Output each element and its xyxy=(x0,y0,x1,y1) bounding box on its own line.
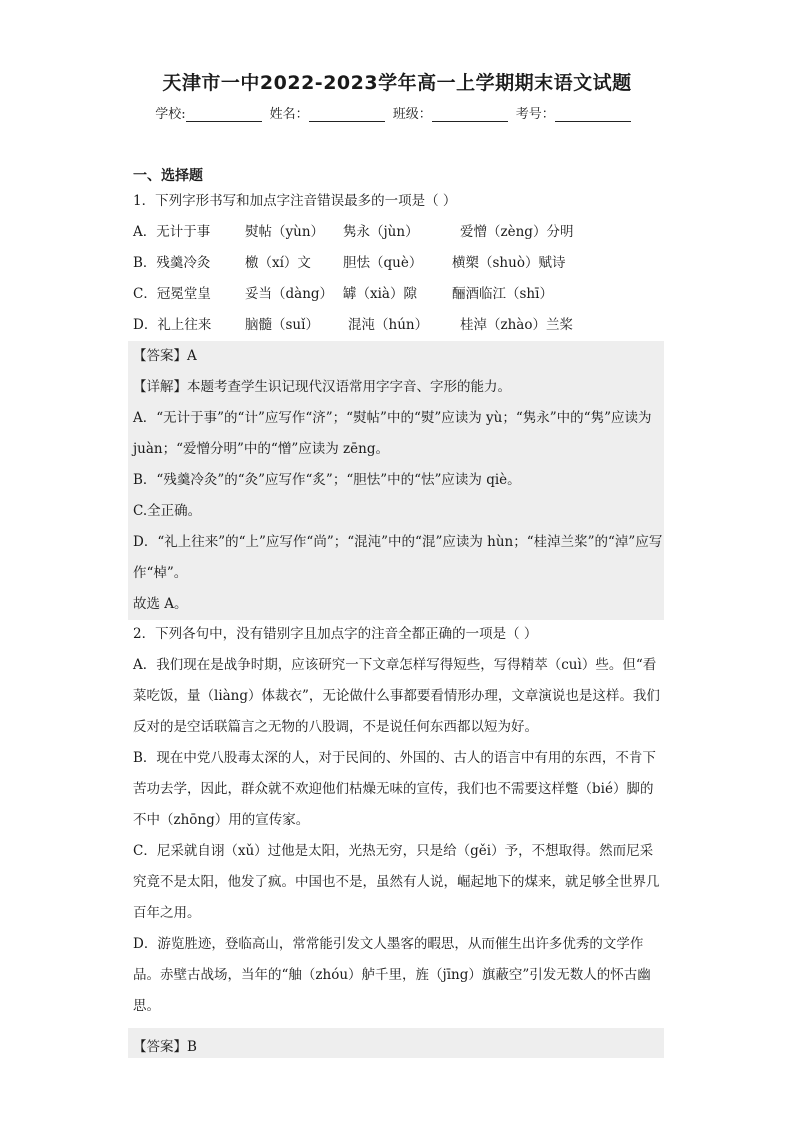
class-blank[interactable] xyxy=(432,107,508,122)
q2-option-a: A．我们现在是战争时期，应该研究一下文章怎样写得短些，写得精萃（cuì）些。但“看菜吃饭，量（liàng）体裁衣”，无论做什么事都要看情形办理，文章演说也是这样。我们反对的是空话联篇言之无物的八股调，不是说任何东西都以短为好。 xyxy=(133,657,660,735)
exam-number-label: 考号： xyxy=(515,107,555,122)
q1-answer: 【答案】A xyxy=(133,348,197,364)
q1-option-c-item: 罅（xià）隙 xyxy=(343,286,417,302)
q1-option-d: D．礼上往来 xyxy=(133,317,212,333)
name-blank[interactable] xyxy=(309,107,385,122)
school-field[interactable] xyxy=(155,103,265,122)
class-field[interactable] xyxy=(393,103,512,122)
q1-option-b: B．残羹冷灸 xyxy=(133,255,211,271)
q2-option-b: B．现在中党八股毒太深的人，对于民间的、外国的、古人的语言中有用的东西，不肯下苦功去学，因此，群众就不欢迎他们枯燥无味的宣传，我们也不需要这样蹩（bié）脚的不中（zhōng）用的宣传家。 xyxy=(133,750,656,828)
student-info-row xyxy=(0,103,794,122)
q1-option-d-item: 混沌（hún） xyxy=(348,317,429,333)
q2-answer: 【答案】B xyxy=(133,1039,197,1055)
q1-option-b-item: 檄（xí）文 xyxy=(245,255,311,271)
q1-option-b-item: 胆怯（què） xyxy=(343,255,423,271)
q1-option-c-item: 酾酒临江（shī） xyxy=(452,286,553,302)
class-label: 班级： xyxy=(392,107,432,122)
q1-explain-b: B．“残羹冷灸”的“灸”应写作“炙”；“胆怯”中的“怯”应读为 qiè。 xyxy=(133,472,521,488)
q1-option-a: A．无计于事 xyxy=(133,224,211,240)
q1-option-d-item: 桂淖（zhào）兰桨 xyxy=(460,317,573,333)
name-field[interactable] xyxy=(270,103,389,122)
school-label: 学校: xyxy=(155,107,186,122)
page-title: 天津市一中2022-2023学年高一上学期期末语文试题 xyxy=(162,72,632,94)
exam-number-field[interactable] xyxy=(516,103,635,122)
q2-answer-block xyxy=(128,1028,664,1058)
q1-stem: 1．下列字形书写和加点字注音错误最多的一项是（ ） xyxy=(133,193,457,209)
q1-option-b-item: 横槊（shuò）赋诗 xyxy=(452,255,566,271)
q1-explain-c: C.全正确。 xyxy=(133,503,202,519)
q2-option-d: D．游览胜迹，登临高山，常常能引发文人墨客的暇思，从而催生出许多优秀的文学作品。赤壁古战场，当年的“舳（zhóu）舻千里，旌（jīng）旗蔽空”引发无数人的怀古幽思。 xyxy=(133,936,651,1014)
q1-option-c: C．冠冕堂皇 xyxy=(133,286,211,302)
q1-explain-d: D．“礼上往来”的“上”应写作“尚”；“混沌”中的“混”应读为 hùn；“桂淖兰桨”的“淖”应写作“棹”。 xyxy=(133,534,663,581)
q1-explain: 【详解】本题考查学生识记现代汉语常用字字音、字形的能力。 xyxy=(133,379,511,395)
q1-option-a-item: 隽永（jùn） xyxy=(343,224,419,240)
q1-option-d-item: 脑髓（suǐ） xyxy=(245,317,319,333)
name-label: 姓名： xyxy=(269,107,309,122)
q1-explain-a: A．“无计于事”的“计”应写作“济”；“熨帖”中的“熨”应读为 yù；“隽永”中的“隽”应读为 juàn；“爱憎分明”中的“憎”应读为 zēng。 xyxy=(133,410,652,457)
q1-option-a-item: 爱憎（zèng）分明 xyxy=(460,224,574,240)
q2-option-c: C．尼采就自诩（xǔ）过他是太阳，光热无穷，只是给（gěi）予，不想取得。然而尼采究竟不是太阳，他发了疯。中国也不是，虽然有人说，崛起地下的煤来，就足够全世界几百年之用。 xyxy=(133,843,660,921)
q1-conclusion: 故选 A。 xyxy=(133,596,188,612)
q2-stem: 2．下列各句中，没有错别字且加点字的注音全都正确的一项是（ ） xyxy=(133,626,538,642)
q1-option-a-item: 熨帖（yùn） xyxy=(245,224,325,240)
section-heading: 一、选择题 xyxy=(133,168,203,184)
exam-number-blank[interactable] xyxy=(555,107,631,122)
q2-block xyxy=(133,619,663,1022)
school-blank[interactable] xyxy=(186,107,262,122)
q1-option-c-item: 妥当（dàng） xyxy=(245,286,334,302)
q1-answer-text xyxy=(133,341,663,620)
